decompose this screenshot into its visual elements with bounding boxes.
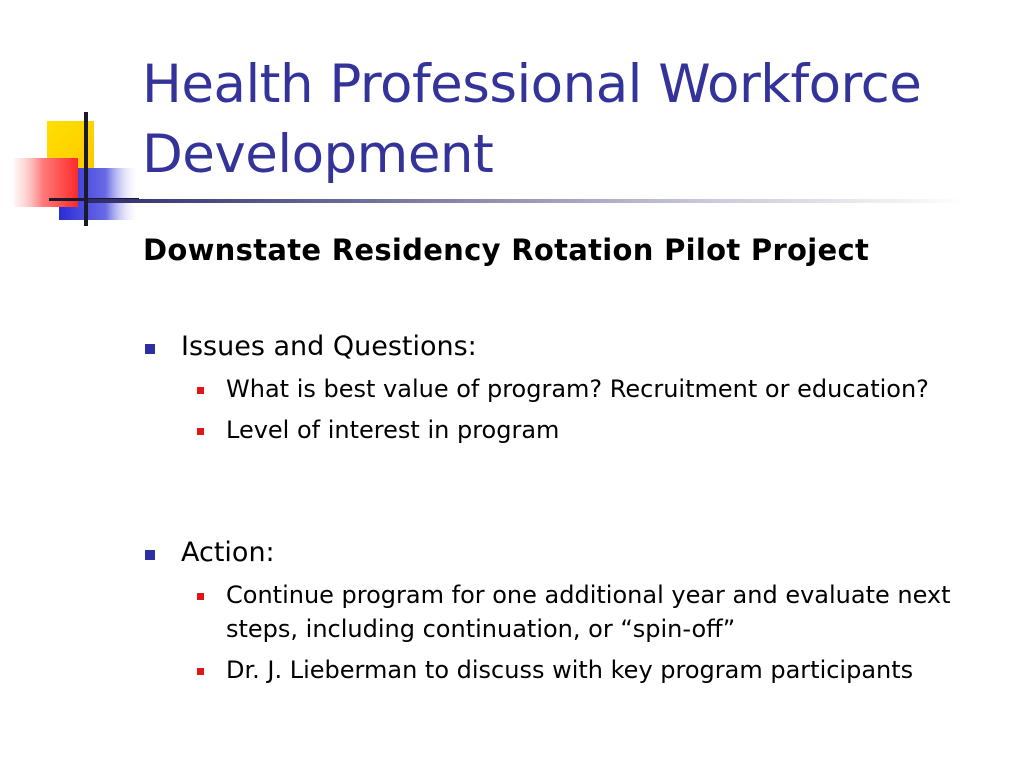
bullet-text: Continue program for one additional year and evaluate next steps, including continuation, or “spin-off” xyxy=(226,581,951,643)
bullet-item-level1 xyxy=(143,328,1003,366)
sub-bullet-list xyxy=(195,578,1003,687)
bullet-item-level2 xyxy=(195,372,1006,406)
square-bullet-icon xyxy=(145,344,155,354)
section-issues xyxy=(143,328,1003,454)
bullet-text: Dr. J. Lieberman to discuss with key program participants xyxy=(226,656,914,684)
square-bullet-icon xyxy=(145,550,155,560)
bullet-text: Level of interest in program xyxy=(226,416,560,444)
section-action xyxy=(143,534,1003,694)
block-accent-graphic xyxy=(0,0,150,240)
bullet-item-level2 xyxy=(195,413,1006,447)
bullet-item-level1 xyxy=(143,534,1003,572)
sub-bullet-list xyxy=(195,372,1003,447)
bullet-item-level2 xyxy=(195,578,1006,646)
small-square-bullet-icon xyxy=(197,387,204,394)
section-heading: Action: xyxy=(181,537,275,568)
bullet-item-level2 xyxy=(195,653,1006,687)
slide-title: Health Professional Workforce Development xyxy=(142,54,922,185)
slide-subtitle: Downstate Residency Rotation Pilot Project xyxy=(143,233,870,267)
small-square-bullet-icon xyxy=(197,593,204,600)
small-square-bullet-icon xyxy=(197,668,204,675)
title-divider xyxy=(88,199,968,203)
section-heading: Issues and Questions: xyxy=(181,331,477,362)
bullet-text: What is best value of program? Recruitment or education? xyxy=(226,375,929,403)
small-square-bullet-icon xyxy=(197,428,204,435)
